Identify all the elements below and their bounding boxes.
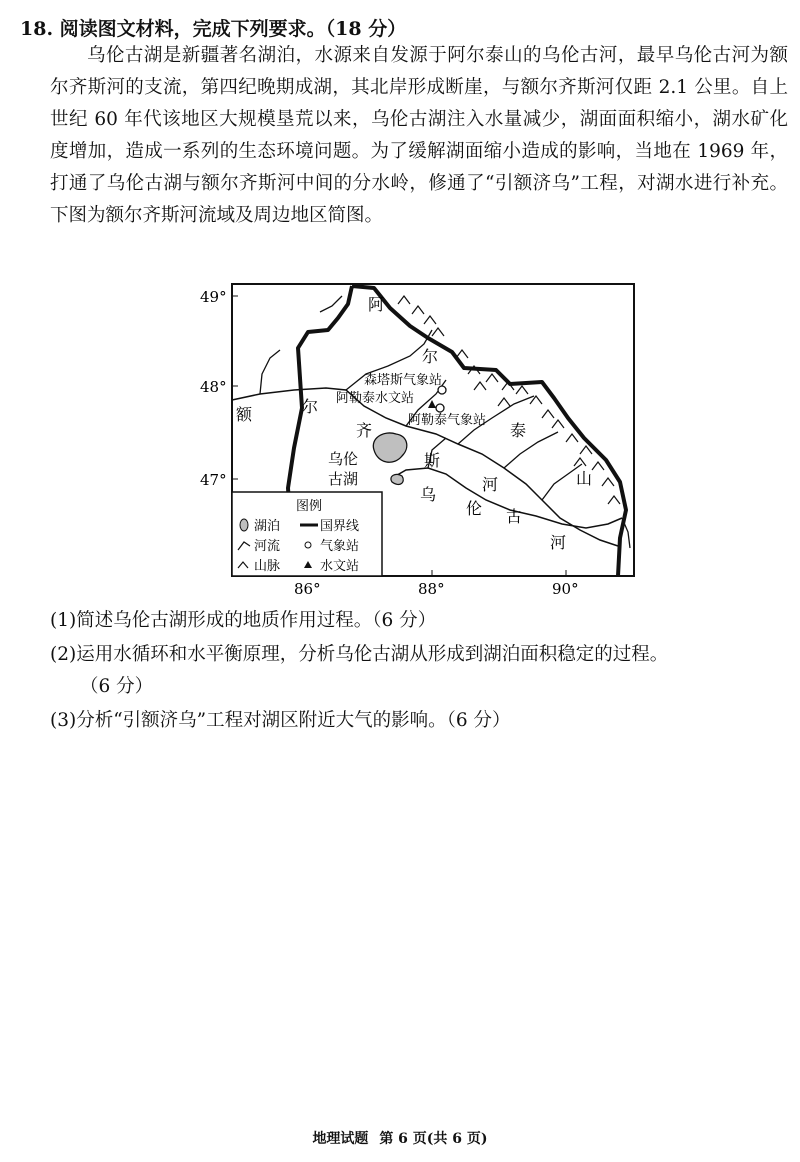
subquestion-1: (1)简述乌伦古湖形成的地质作用过程。（6 分） <box>50 610 437 631</box>
label-erqisi-4: 斯 <box>424 451 441 470</box>
label-hydro-station: 阿勒泰水文站 <box>336 391 415 406</box>
lon-88-label: 88° <box>418 580 445 596</box>
footer-subject: 地理试题 <box>312 1131 369 1147</box>
page-footer <box>0 1128 800 1148</box>
legend-weather-station: 气象站 <box>320 539 360 554</box>
lat-49-label: 49° <box>200 288 227 306</box>
legend-lake-symbol <box>240 519 248 531</box>
label-weather-station: 阿勒泰气象站 <box>408 413 487 428</box>
question-passage <box>50 40 788 232</box>
subquestion-3: (3)分析“引额济乌”工程对湖区附近大气的影响。（6 分） <box>50 710 511 731</box>
map-legend <box>232 492 382 576</box>
subquestion-2-points: （6 分） <box>80 676 154 697</box>
label-erqisi-3: 齐 <box>356 421 373 440</box>
label-altai-3: 泰 <box>510 421 527 440</box>
label-sentasi-station: 森塔斯气象站 <box>364 373 443 388</box>
label-wulungu-1: 乌 <box>420 485 437 504</box>
altay-weather-station <box>436 404 444 412</box>
subquestion-2: (2)运用水循环和水平衡原理，分析乌伦古湖从形成到湖泊面积稳定的过程。 <box>50 644 669 665</box>
label-lake-2: 古湖 <box>328 470 359 488</box>
label-wulungu-3: 古 <box>506 507 523 526</box>
label-altai-2: 尔 <box>422 347 439 366</box>
lon-86-label: 86° <box>294 580 321 596</box>
label-altai-4: 山 <box>576 469 593 488</box>
legend-title: 图例 <box>296 499 323 514</box>
legend-river: 河流 <box>254 539 281 554</box>
legend-lake: 湖泊 <box>254 519 281 534</box>
legend-mountain: 山脉 <box>254 559 281 574</box>
label-lake-1: 乌伦 <box>328 450 359 468</box>
lat-47-label: 47° <box>200 471 227 489</box>
label-erqisi-5: 河 <box>482 475 499 494</box>
label-erqisi-2: 尔 <box>302 397 319 416</box>
question-header: 18. 阅读图文材料，完成下列要求。（18 分） <box>20 18 407 40</box>
lon-90-label: 90° <box>552 580 579 596</box>
footer-page: 第 6 页(共 6 页) <box>379 1131 488 1147</box>
label-altai-1: 阿 <box>368 295 385 314</box>
legend-weather-symbol <box>305 542 311 548</box>
legend-border: 国界线 <box>320 519 360 534</box>
label-wulungu-4: 河 <box>550 533 567 552</box>
lat-48-label: 48° <box>200 378 227 396</box>
erqisi-river-map <box>196 278 646 596</box>
passage-text: 乌伦古湖是新疆著名湖泊，水源来自发源于阿尔泰山的乌伦古河，最早乌伦古河为额尔齐斯河的支流，第四纪晚期成湖，其北岸形成断崖，与额尔齐斯河仅距 2.1 公里。自上世纪 60 年代该地区大规模垦荒以来，乌伦古湖注入水量减少，湖面面积缩小，湖水矿化度增加，造成一系列的生态环境问题。为了缓解湖面缩小造成的影响，当地在 1969 年，打通了乌伦古湖与额尔齐斯河中间的分水岭，修通了“引额济乌”工程，对湖水进行补充。下图为额尔齐斯河流域及周边地区简图。 <box>50 45 788 226</box>
small-lake <box>391 474 403 484</box>
label-wulungu-2: 伦 <box>466 499 483 518</box>
legend-hydro-station: 水文站 <box>320 559 360 574</box>
label-erqisi-1: 额 <box>236 405 253 424</box>
